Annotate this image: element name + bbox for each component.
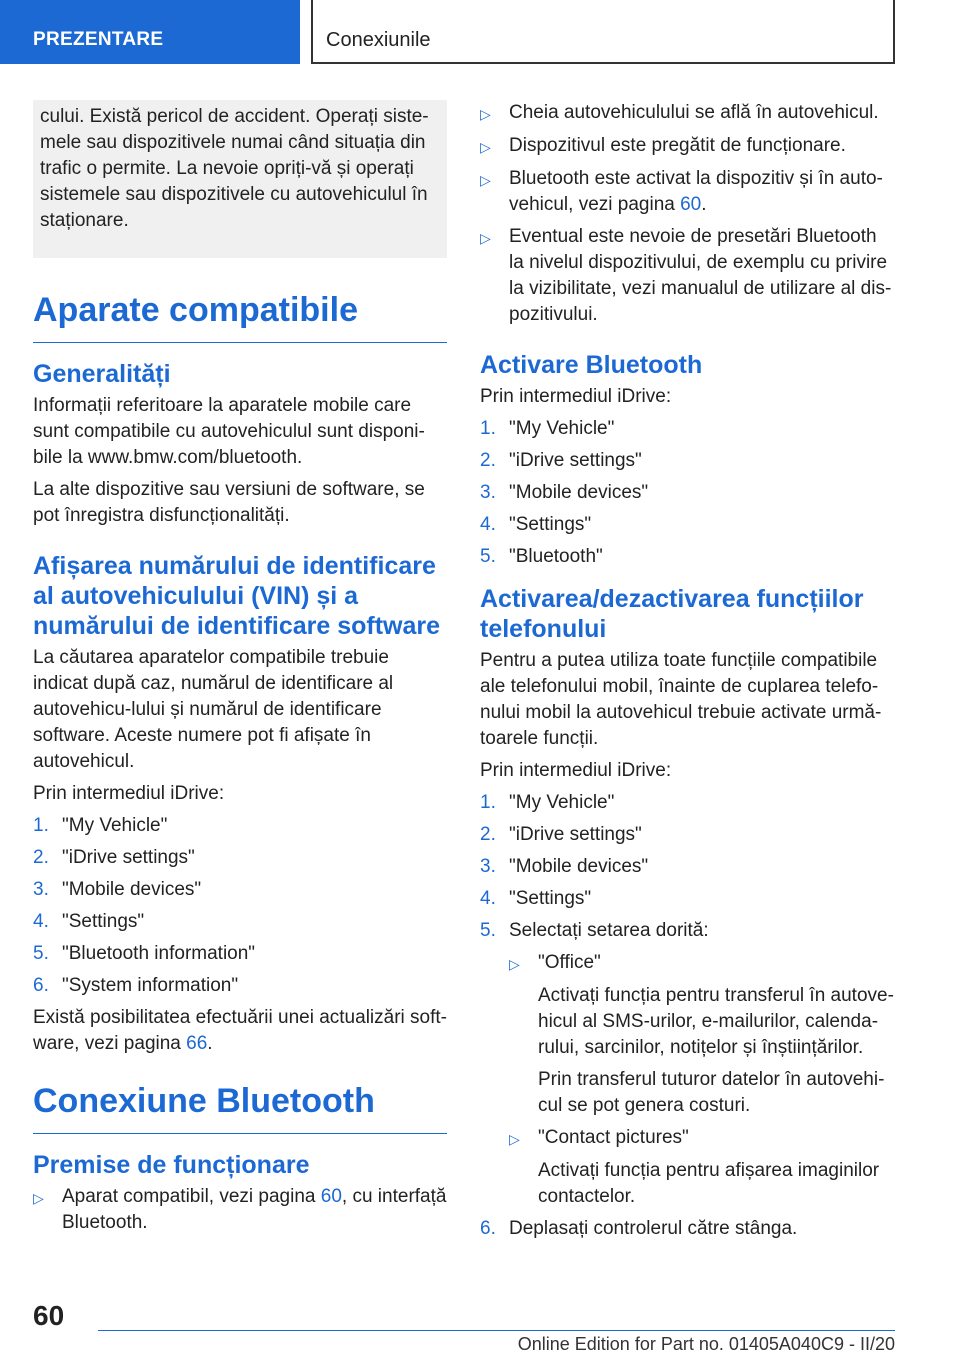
list-item: 5. Selectați setarea dorită: [480, 920, 709, 941]
prerequisites-list [33, 1184, 447, 1236]
vin-steps-list [33, 813, 447, 999]
list-item: ▷ Aparat compatibil, vezi pagina 60, cu interfață Bluetooth. [33, 1184, 447, 1236]
paragraph: Prin intermediul iDrive: [480, 386, 672, 407]
phone-steps-list-continued [480, 1216, 895, 1242]
list-item: ▷ "Contact pictures" [509, 1125, 895, 1152]
footer-edition: Online Edition for Part no. 01405A040C9 - II/20 [517, 1334, 895, 1354]
triangle-bullet-icon: ▷ [480, 106, 491, 122]
list-item: ▷ Eventual este nevoie de presetări Bluetooth la nivelul dispozitivului, de exemplu cu privire la vizibilitate, vezi manualul de utilizare al dis-pozitivului. [480, 224, 895, 328]
list-item: 5. "Bluetooth information" [33, 943, 256, 964]
paragraph: Pentru a putea utiliza toate funcțiile compatibile ale telefonului mobil, înainte de cuplarea telefo-nului mobil la autovehicul trebuie activate urmă-toarele funcții. [480, 650, 882, 749]
left-column [33, 100, 447, 1242]
list-item: 1. "My Vehicle" [33, 815, 168, 836]
heading-prerequisites: Premise de funcționare [33, 1151, 310, 1179]
heading-activate-bluetooth: Activare Bluetooth [480, 351, 703, 379]
list-item: 1. "My Vehicle" [480, 418, 615, 439]
list-item: 2. "iDrive settings" [480, 450, 642, 471]
list-item: 6. "System information" [33, 975, 239, 996]
chapter-title: Conexiunile [311, 0, 895, 64]
list-item: 3. "Mobile devices" [33, 879, 202, 900]
paragraph: La căutarea aparatelor compatibile trebuie indicat după caz, numărul de identificare al autovehicu-lului și numărul de identificare software. Aceste numere pot fi afișate în autovehicul. [33, 647, 394, 772]
page-link-60[interactable]: 60 [680, 194, 702, 215]
paragraph: Activați funcția pentru transferul în autove-hicul al SMS-urilor, e-mailurilor, calenda-rului, sarcinilor, notițelor și înștiințărilor. [538, 985, 894, 1058]
list-item: 4. "Settings" [480, 888, 592, 909]
settings-sublist [509, 950, 895, 1210]
heading-vin: Afișarea numărului de identificare al autovehiculului (VIN) și a numărului de identificare software [33, 552, 441, 640]
triangle-bullet-icon: ▷ [509, 1131, 520, 1147]
list-item: 4. "Settings" [33, 911, 145, 932]
footer-rule [98, 1330, 895, 1331]
paragraph: Există posibilitatea efectuării unei actualizări soft-ware, vezi pagina 66. [33, 1007, 447, 1054]
list-item: 3. "Mobile devices" [480, 482, 649, 503]
list-item: 4. "Settings" [480, 514, 592, 535]
paragraph: La alte dispozitive sau versiuni de software, se pot înregistra disfuncționalități. [33, 479, 425, 526]
triangle-bullet-icon: ▷ [480, 139, 491, 155]
page-number: 60 [33, 1300, 65, 1331]
triangle-bullet-icon: ▷ [33, 1190, 44, 1206]
heading-bluetooth-connection: Conexiune Bluetooth [33, 1079, 447, 1134]
list-item: ▷ "Office" [509, 950, 895, 977]
list-item: ▷ Dispozitivul este pregătit de funcționare. [480, 133, 895, 160]
right-column [480, 100, 895, 1248]
list-item: ▷ Cheia autovehiculului se află în autovehicul. [480, 100, 895, 127]
section-tab: PREZENTARE [0, 0, 300, 64]
paragraph: Activați funcția pentru afișarea imaginilor contactelor. [538, 1160, 880, 1207]
page-link-60[interactable]: 60 [320, 1186, 342, 1207]
heading-compatible-devices: Aparate compatibile [33, 288, 447, 343]
list-item: 2. "iDrive settings" [33, 847, 195, 868]
warning-box: cului. Există pericol de accident. Operați siste-mele sau dispozitivele numai când situația din trafic o permite. La nevoie opriți-vă și operați sistemele sau dispozitivele cu autovehiculul în staționare. [33, 100, 447, 258]
list-item: ▷ Bluetooth este activat la dispozitiv și în auto-vehicul, vezi pagina 60. [480, 166, 895, 218]
heading-general: Generalități [33, 360, 171, 388]
list-item: 3. "Mobile devices" [480, 856, 649, 877]
page-link-66[interactable]: 66 [186, 1033, 208, 1054]
activate-steps-list [480, 416, 895, 570]
triangle-bullet-icon: ▷ [509, 956, 520, 972]
phone-steps-list [480, 790, 895, 944]
list-item: 5. "Bluetooth" [480, 546, 603, 567]
prerequisites-list-continued [480, 100, 895, 328]
list-item: 1. "My Vehicle" [480, 792, 615, 813]
paragraph: Prin intermediul iDrive: [33, 783, 225, 804]
triangle-bullet-icon: ▷ [480, 230, 491, 246]
paragraph: Prin transferul tuturor datelor în autovehi-cul se pot genera costuri. [538, 1069, 885, 1116]
triangle-bullet-icon: ▷ [480, 172, 491, 188]
paragraph: Prin intermediul iDrive: [480, 760, 672, 781]
list-item: 2. "iDrive settings" [480, 824, 642, 845]
list-item: 6. Deplasați controlerul către stânga. [480, 1218, 798, 1239]
paragraph: Informații referitoare la aparatele mobile care sunt compatibile cu autovehiculul sunt disponi-bile la www.bmw.com/bluetooth. [33, 395, 425, 468]
heading-phone-functions: Activarea/dezactivarea funcțiilor telefonului [480, 585, 864, 643]
